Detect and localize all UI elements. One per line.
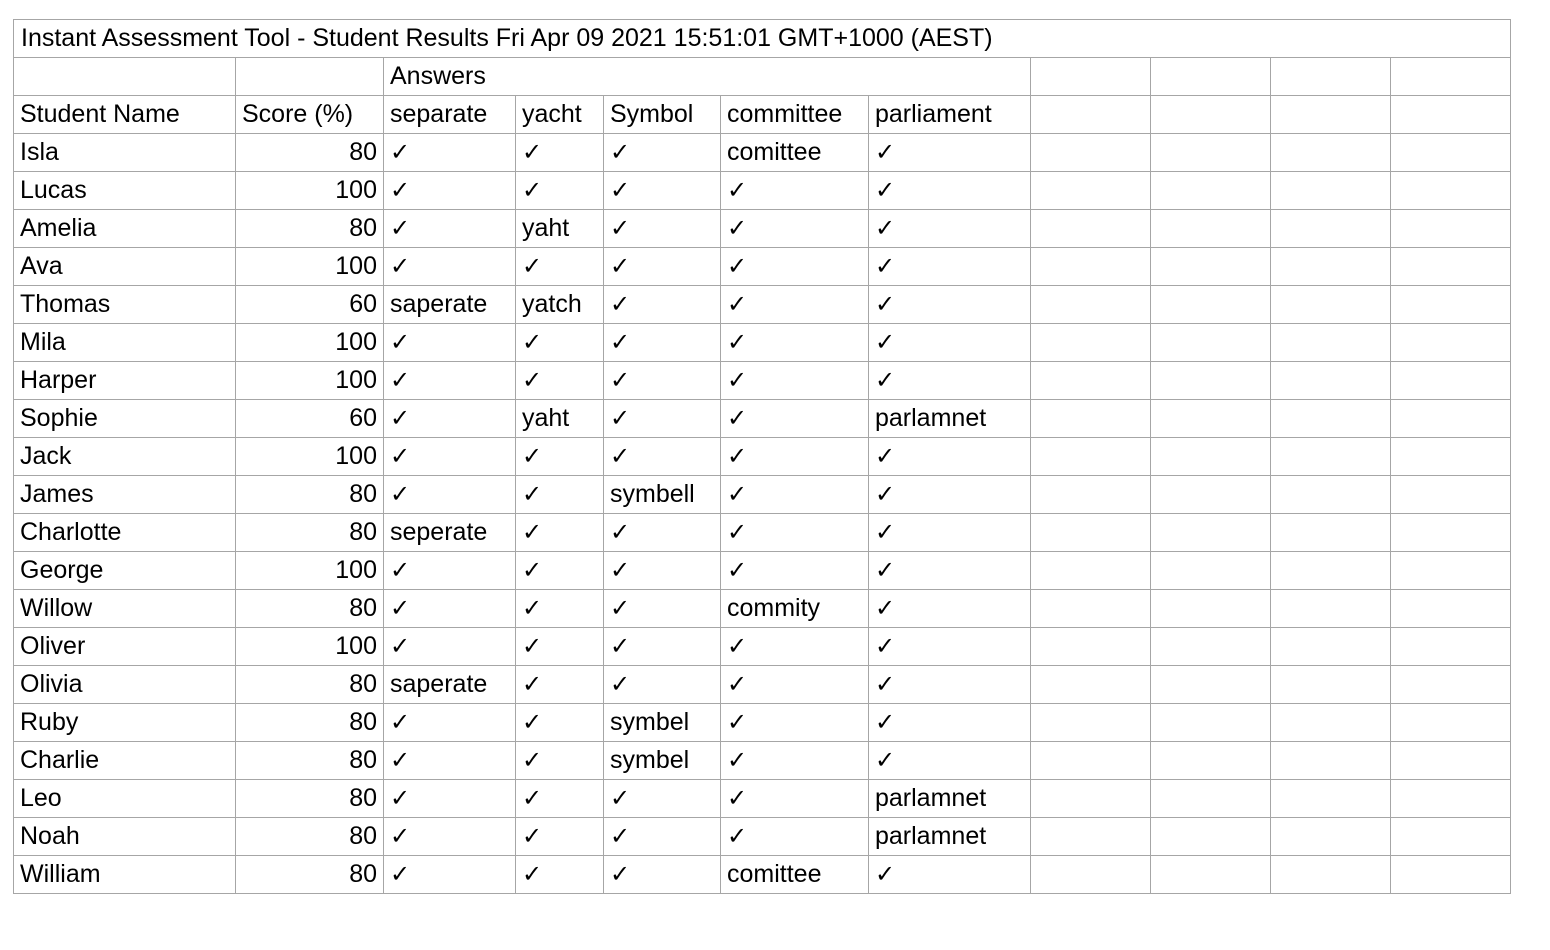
- empty-cell[interactable]: [1391, 172, 1511, 210]
- answer-cell[interactable]: ✓: [869, 704, 1031, 742]
- answer-cell[interactable]: ✓: [869, 210, 1031, 248]
- table-row: [14, 818, 1511, 856]
- empty-cell[interactable]: [1151, 780, 1271, 818]
- answer-cell[interactable]: ✓: [604, 628, 721, 666]
- answer-cell[interactable]: ✓: [604, 210, 721, 248]
- answer-cell[interactable]: ✓: [604, 286, 721, 324]
- answer-cell[interactable]: symbell: [604, 476, 721, 514]
- empty-cell[interactable]: [1271, 552, 1391, 590]
- answer-cell[interactable]: ✓: [869, 172, 1031, 210]
- score-cell[interactable]: 80: [236, 666, 384, 704]
- empty-cell[interactable]: [1031, 818, 1151, 856]
- empty-cell[interactable]: [1391, 58, 1511, 96]
- score-cell[interactable]: 100: [236, 324, 384, 362]
- answer-cell[interactable]: yaht: [516, 400, 604, 438]
- empty-cell[interactable]: [1271, 210, 1391, 248]
- student-name-cell[interactable]: Charlotte: [14, 514, 236, 552]
- answer-cell[interactable]: ✓: [869, 552, 1031, 590]
- empty-cell[interactable]: [1271, 818, 1391, 856]
- empty-cell[interactable]: [1391, 248, 1511, 286]
- answer-cell[interactable]: ✓: [604, 324, 721, 362]
- empty-cell[interactable]: [1271, 324, 1391, 362]
- student-name-cell[interactable]: Ava: [14, 248, 236, 286]
- empty-cell[interactable]: [1151, 248, 1271, 286]
- answer-cell[interactable]: ✓: [869, 362, 1031, 400]
- empty-cell[interactable]: [1271, 362, 1391, 400]
- student-name-cell[interactable]: Leo: [14, 780, 236, 818]
- empty-cell[interactable]: [1151, 134, 1271, 172]
- score-cell[interactable]: 60: [236, 286, 384, 324]
- empty-cell[interactable]: [1391, 742, 1511, 780]
- student-name-cell[interactable]: Lucas: [14, 172, 236, 210]
- answer-cell[interactable]: ✓: [869, 742, 1031, 780]
- word-header-yacht[interactable]: yacht: [516, 96, 604, 134]
- empty-cell[interactable]: [1271, 58, 1391, 96]
- empty-cell[interactable]: [1031, 58, 1151, 96]
- empty-cell[interactable]: [1151, 666, 1271, 704]
- empty-cell[interactable]: [1391, 856, 1511, 894]
- empty-cell[interactable]: [1391, 704, 1511, 742]
- answer-cell[interactable]: ✓: [721, 362, 869, 400]
- answer-cell[interactable]: seperate: [384, 514, 516, 552]
- table-row: [14, 514, 1511, 552]
- answer-cell[interactable]: ✓: [721, 438, 869, 476]
- score-cell[interactable]: 80: [236, 514, 384, 552]
- answer-cell[interactable]: symbel: [604, 704, 721, 742]
- answer-cell[interactable]: ✓: [604, 856, 721, 894]
- empty-cell[interactable]: [1391, 628, 1511, 666]
- answer-cell[interactable]: ✓: [384, 704, 516, 742]
- empty-cell[interactable]: [1391, 780, 1511, 818]
- answer-cell[interactable]: ✓: [604, 552, 721, 590]
- answer-cell[interactable]: ✓: [604, 818, 721, 856]
- score-cell[interactable]: 80: [236, 590, 384, 628]
- answer-cell[interactable]: ✓: [721, 172, 869, 210]
- answer-cell[interactable]: ✓: [516, 704, 604, 742]
- empty-cell[interactable]: [1151, 96, 1271, 134]
- answer-cell[interactable]: ✓: [721, 324, 869, 362]
- title-row: [14, 20, 1511, 58]
- answer-cell[interactable]: ✓: [384, 438, 516, 476]
- column-header-row: [14, 96, 1511, 134]
- answer-cell[interactable]: parlamnet: [869, 400, 1031, 438]
- empty-cell[interactable]: [1271, 514, 1391, 552]
- answer-cell[interactable]: ✓: [384, 134, 516, 172]
- empty-cell[interactable]: [1151, 856, 1271, 894]
- empty-cell[interactable]: [1271, 248, 1391, 286]
- empty-cell[interactable]: [1271, 628, 1391, 666]
- answer-cell[interactable]: saperate: [384, 286, 516, 324]
- answer-cell[interactable]: ✓: [869, 856, 1031, 894]
- empty-cell[interactable]: [1391, 324, 1511, 362]
- answer-cell[interactable]: ✓: [721, 514, 869, 552]
- answer-cell[interactable]: ✓: [384, 780, 516, 818]
- empty-cell[interactable]: [236, 58, 384, 96]
- student-name-cell[interactable]: Isla: [14, 134, 236, 172]
- empty-cell[interactable]: [1031, 96, 1151, 134]
- student-name-cell[interactable]: Noah: [14, 818, 236, 856]
- answer-cell[interactable]: comittee: [721, 856, 869, 894]
- score-cell[interactable]: 100: [236, 248, 384, 286]
- empty-cell[interactable]: [1271, 438, 1391, 476]
- empty-cell[interactable]: [1031, 400, 1151, 438]
- answer-cell[interactable]: ✓: [516, 438, 604, 476]
- table-row: [14, 362, 1511, 400]
- answer-cell[interactable]: ✓: [516, 590, 604, 628]
- answer-cell[interactable]: ✓: [516, 666, 604, 704]
- answer-cell[interactable]: ✓: [869, 286, 1031, 324]
- score-cell[interactable]: 60: [236, 400, 384, 438]
- empty-cell[interactable]: [1151, 590, 1271, 628]
- answer-cell[interactable]: ✓: [604, 172, 721, 210]
- score-cell[interactable]: 100: [236, 362, 384, 400]
- table-row: [14, 628, 1511, 666]
- table-row: [14, 210, 1511, 248]
- answer-cell[interactable]: ✓: [869, 324, 1031, 362]
- empty-cell[interactable]: [1151, 704, 1271, 742]
- score-cell[interactable]: 80: [236, 134, 384, 172]
- answers-header[interactable]: Answers: [384, 58, 1031, 96]
- table-row: [14, 324, 1511, 362]
- empty-cell[interactable]: [1271, 856, 1391, 894]
- score-cell[interactable]: 80: [236, 704, 384, 742]
- empty-cell[interactable]: [1271, 96, 1391, 134]
- empty-cell[interactable]: [1031, 590, 1151, 628]
- answer-cell[interactable]: ✓: [721, 742, 869, 780]
- empty-cell[interactable]: [1031, 856, 1151, 894]
- empty-cell[interactable]: [1031, 172, 1151, 210]
- answer-cell[interactable]: ✓: [384, 210, 516, 248]
- answer-cell[interactable]: ✓: [869, 248, 1031, 286]
- answer-cell[interactable]: ✓: [721, 780, 869, 818]
- score-cell[interactable]: 80: [236, 818, 384, 856]
- answer-cell[interactable]: ✓: [384, 172, 516, 210]
- empty-cell[interactable]: [1271, 286, 1391, 324]
- empty-cell[interactable]: [1031, 362, 1151, 400]
- answer-cell[interactable]: ✓: [384, 590, 516, 628]
- answer-cell[interactable]: ✓: [516, 476, 604, 514]
- table-row: [14, 438, 1511, 476]
- empty-cell[interactable]: [1151, 552, 1271, 590]
- word-header-parliament[interactable]: parliament: [869, 96, 1031, 134]
- score-cell[interactable]: 80: [236, 476, 384, 514]
- empty-cell[interactable]: [1151, 400, 1271, 438]
- student-name-cell[interactable]: George: [14, 552, 236, 590]
- answer-cell[interactable]: ✓: [604, 514, 721, 552]
- student-name-cell[interactable]: Mila: [14, 324, 236, 362]
- table-row: [14, 286, 1511, 324]
- word-header-symbol[interactable]: Symbol: [604, 96, 721, 134]
- score-cell[interactable]: 100: [236, 438, 384, 476]
- empty-cell[interactable]: [1271, 590, 1391, 628]
- answer-cell[interactable]: commity: [721, 590, 869, 628]
- empty-cell[interactable]: [1031, 666, 1151, 704]
- empty-cell[interactable]: [1391, 286, 1511, 324]
- empty-cell[interactable]: [1271, 666, 1391, 704]
- student-name-cell[interactable]: Ruby: [14, 704, 236, 742]
- table-row: [14, 476, 1511, 514]
- empty-cell[interactable]: [1271, 476, 1391, 514]
- answer-cell[interactable]: ✓: [516, 552, 604, 590]
- empty-cell[interactable]: [1271, 134, 1391, 172]
- empty-cell[interactable]: [1391, 210, 1511, 248]
- student-name-cell[interactable]: Amelia: [14, 210, 236, 248]
- table-row: [14, 400, 1511, 438]
- answer-cell[interactable]: ✓: [384, 742, 516, 780]
- empty-cell[interactable]: [1031, 134, 1151, 172]
- score-header[interactable]: Score (%): [236, 96, 384, 134]
- score-cell[interactable]: 100: [236, 628, 384, 666]
- answer-cell[interactable]: ✓: [869, 590, 1031, 628]
- score-cell[interactable]: 80: [236, 780, 384, 818]
- table-row: [14, 552, 1511, 590]
- table-row: [14, 742, 1511, 780]
- answer-cell[interactable]: parlamnet: [869, 780, 1031, 818]
- empty-cell[interactable]: [1391, 552, 1511, 590]
- answer-cell[interactable]: ✓: [384, 476, 516, 514]
- answer-cell[interactable]: ✓: [604, 666, 721, 704]
- answer-cell[interactable]: ✓: [604, 400, 721, 438]
- student-name-cell[interactable]: William: [14, 856, 236, 894]
- score-cell[interactable]: 80: [236, 856, 384, 894]
- answer-cell[interactable]: ✓: [721, 818, 869, 856]
- answer-cell[interactable]: ✓: [869, 666, 1031, 704]
- empty-cell[interactable]: [1391, 362, 1511, 400]
- empty-cell[interactable]: [1151, 742, 1271, 780]
- empty-cell[interactable]: [1031, 476, 1151, 514]
- empty-cell[interactable]: [1151, 628, 1271, 666]
- answer-cell[interactable]: ✓: [516, 248, 604, 286]
- answer-cell[interactable]: ✓: [604, 780, 721, 818]
- empty-cell[interactable]: [1151, 172, 1271, 210]
- answer-cell[interactable]: ✓: [516, 818, 604, 856]
- empty-cell[interactable]: [1031, 780, 1151, 818]
- answer-cell[interactable]: ✓: [384, 400, 516, 438]
- table-row: [14, 172, 1511, 210]
- answer-cell[interactable]: yaht: [516, 210, 604, 248]
- student-name-cell[interactable]: Thomas: [14, 286, 236, 324]
- answer-cell[interactable]: ✓: [721, 666, 869, 704]
- answer-cell[interactable]: ✓: [869, 134, 1031, 172]
- sheet-title[interactable]: Instant Assessment Tool - Student Results Fri Apr 09 2021 15:51:01 GMT+1000 (AEST): [14, 20, 1511, 58]
- answer-cell[interactable]: ✓: [721, 286, 869, 324]
- empty-cell[interactable]: [1151, 58, 1271, 96]
- results-table: [13, 19, 1511, 894]
- answer-cell[interactable]: ✓: [384, 552, 516, 590]
- answer-cell[interactable]: ✓: [604, 248, 721, 286]
- student-name-cell[interactable]: Oliver: [14, 628, 236, 666]
- answer-cell[interactable]: ✓: [721, 704, 869, 742]
- answer-cell[interactable]: ✓: [384, 324, 516, 362]
- answer-cell[interactable]: ✓: [516, 742, 604, 780]
- student-name-cell[interactable]: Charlie: [14, 742, 236, 780]
- score-cell[interactable]: 80: [236, 742, 384, 780]
- empty-cell[interactable]: [1391, 514, 1511, 552]
- empty-cell[interactable]: [1391, 590, 1511, 628]
- answer-cell[interactable]: ✓: [604, 134, 721, 172]
- empty-cell[interactable]: [1391, 476, 1511, 514]
- answer-cell[interactable]: ✓: [384, 248, 516, 286]
- answer-cell[interactable]: ✓: [516, 324, 604, 362]
- empty-cell[interactable]: [1151, 324, 1271, 362]
- answer-cell[interactable]: ✓: [721, 476, 869, 514]
- table-row: [14, 590, 1511, 628]
- answer-cell[interactable]: ✓: [516, 856, 604, 894]
- student-name-cell[interactable]: Sophie: [14, 400, 236, 438]
- empty-cell[interactable]: [1391, 438, 1511, 476]
- empty-cell[interactable]: [1271, 780, 1391, 818]
- empty-cell[interactable]: [1031, 704, 1151, 742]
- empty-cell[interactable]: [1031, 248, 1151, 286]
- answer-cell[interactable]: ✓: [384, 628, 516, 666]
- empty-cell[interactable]: [1031, 628, 1151, 666]
- empty-cell[interactable]: [1151, 818, 1271, 856]
- answer-cell[interactable]: ✓: [869, 514, 1031, 552]
- answer-cell[interactable]: ✓: [604, 590, 721, 628]
- empty-cell[interactable]: [1391, 96, 1511, 134]
- answer-cell[interactable]: ✓: [604, 362, 721, 400]
- score-cell[interactable]: 100: [236, 552, 384, 590]
- empty-cell[interactable]: [1391, 134, 1511, 172]
- table-row: [14, 780, 1511, 818]
- table-row: [14, 134, 1511, 172]
- answer-cell[interactable]: saperate: [384, 666, 516, 704]
- table-row: [14, 248, 1511, 286]
- empty-cell[interactable]: [1031, 552, 1151, 590]
- table-row: [14, 704, 1511, 742]
- answer-cell[interactable]: ✓: [721, 552, 869, 590]
- score-cell[interactable]: 80: [236, 210, 384, 248]
- empty-cell[interactable]: [1151, 514, 1271, 552]
- empty-cell[interactable]: [1391, 400, 1511, 438]
- empty-cell[interactable]: [1031, 210, 1151, 248]
- answer-cell[interactable]: ✓: [516, 172, 604, 210]
- answer-cell[interactable]: comittee: [721, 134, 869, 172]
- empty-cell[interactable]: [14, 58, 236, 96]
- answer-cell[interactable]: ✓: [869, 438, 1031, 476]
- empty-cell[interactable]: [1271, 742, 1391, 780]
- empty-cell[interactable]: [1391, 666, 1511, 704]
- empty-cell[interactable]: [1271, 400, 1391, 438]
- answer-cell[interactable]: ✓: [516, 134, 604, 172]
- empty-cell[interactable]: [1271, 704, 1391, 742]
- table-row: [14, 856, 1511, 894]
- empty-cell[interactable]: [1151, 286, 1271, 324]
- table-row: [14, 666, 1511, 704]
- answer-cell[interactable]: ✓: [516, 514, 604, 552]
- empty-cell[interactable]: [1031, 324, 1151, 362]
- answer-cell[interactable]: ✓: [869, 628, 1031, 666]
- empty-cell[interactable]: [1391, 818, 1511, 856]
- answer-cell[interactable]: ✓: [721, 248, 869, 286]
- score-cell[interactable]: 100: [236, 172, 384, 210]
- answer-cell[interactable]: ✓: [721, 628, 869, 666]
- empty-cell[interactable]: [1031, 514, 1151, 552]
- answer-cell[interactable]: symbel: [604, 742, 721, 780]
- answer-cell[interactable]: ✓: [721, 210, 869, 248]
- answer-cell[interactable]: ✓: [384, 818, 516, 856]
- answer-cell[interactable]: ✓: [869, 476, 1031, 514]
- empty-cell[interactable]: [1031, 286, 1151, 324]
- answer-cell[interactable]: ✓: [516, 628, 604, 666]
- word-header-committee[interactable]: committee: [721, 96, 869, 134]
- answer-cell[interactable]: ✓: [721, 400, 869, 438]
- student-name-cell[interactable]: Olivia: [14, 666, 236, 704]
- answer-cell[interactable]: ✓: [516, 780, 604, 818]
- empty-cell[interactable]: [1271, 172, 1391, 210]
- empty-cell[interactable]: [1151, 210, 1271, 248]
- empty-cell[interactable]: [1151, 362, 1271, 400]
- answer-cell[interactable]: ✓: [384, 362, 516, 400]
- answer-cell[interactable]: parlamnet: [869, 818, 1031, 856]
- empty-cell[interactable]: [1031, 742, 1151, 780]
- answer-cell[interactable]: yatch: [516, 286, 604, 324]
- empty-cell[interactable]: [1151, 476, 1271, 514]
- student-name-cell[interactable]: Harper: [14, 362, 236, 400]
- answer-cell[interactable]: ✓: [516, 362, 604, 400]
- word-header-separate[interactable]: separate: [384, 96, 516, 134]
- student-name-cell[interactable]: Willow: [14, 590, 236, 628]
- answers-header-row: [14, 58, 1511, 96]
- empty-cell[interactable]: [1031, 438, 1151, 476]
- answer-cell[interactable]: ✓: [384, 856, 516, 894]
- student-name-cell[interactable]: James: [14, 476, 236, 514]
- answer-cell[interactable]: ✓: [604, 438, 721, 476]
- empty-cell[interactable]: [1151, 438, 1271, 476]
- student-name-header[interactable]: Student Name: [14, 96, 236, 134]
- student-name-cell[interactable]: Jack: [14, 438, 236, 476]
